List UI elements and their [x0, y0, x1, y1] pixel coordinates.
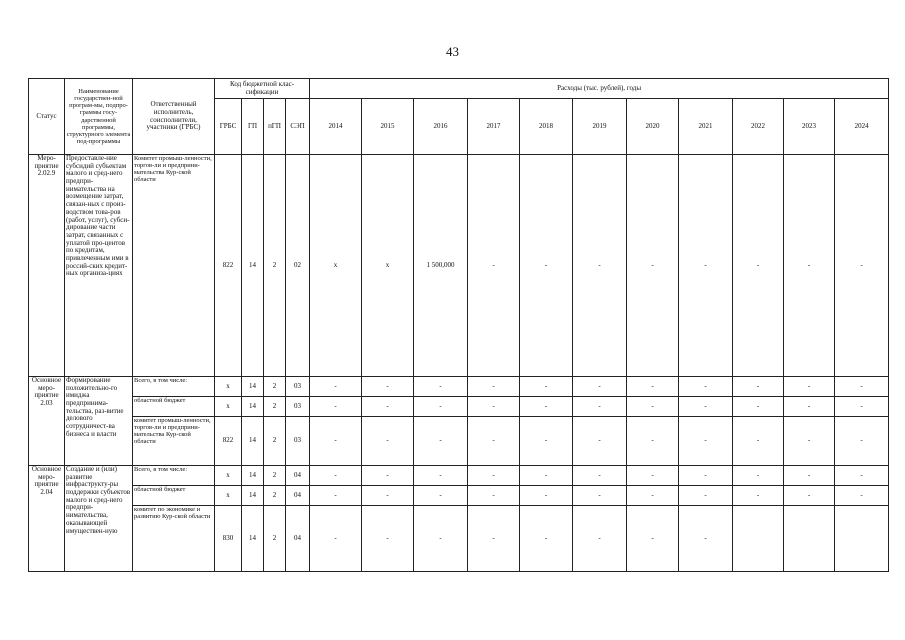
- expense-cell: -: [310, 486, 362, 506]
- code-cell: x: [215, 466, 242, 486]
- table-row: [29, 155, 889, 377]
- table-row: [29, 506, 889, 572]
- expense-cell: -: [573, 397, 627, 417]
- code-cell: 04: [286, 486, 310, 506]
- expense-cell: -: [679, 417, 733, 466]
- code-cell: 14: [242, 377, 264, 397]
- header-year: 2024: [835, 99, 889, 155]
- expense-cell: -: [414, 486, 468, 506]
- expense-cell: -: [362, 397, 414, 417]
- expense-cell: -: [679, 155, 733, 377]
- header-code-grbs: ГРБС: [215, 99, 242, 155]
- expense-cell: -: [362, 506, 414, 572]
- expense-cell: -: [627, 486, 679, 506]
- expense-cell: -: [414, 417, 468, 466]
- expense-cell: -: [733, 377, 784, 397]
- expense-cell: -: [835, 466, 889, 486]
- header-code-pgp: пГП: [264, 99, 286, 155]
- expense-cell: -: [362, 417, 414, 466]
- expense-cell: -: [520, 397, 573, 417]
- expense-cell: -: [573, 486, 627, 506]
- expense-cell: -: [784, 417, 835, 466]
- expense-cell: -: [310, 417, 362, 466]
- expense-cell: -: [733, 466, 784, 486]
- expense-cell: [733, 506, 784, 572]
- expense-cell: -: [627, 397, 679, 417]
- header-year: 2019: [573, 99, 627, 155]
- expense-cell: -: [310, 506, 362, 572]
- expense-cell: -: [468, 397, 520, 417]
- expense-cell: -: [573, 506, 627, 572]
- expense-cell: -: [835, 155, 889, 377]
- expense-cell: -: [520, 155, 573, 377]
- header-status: Статус: [29, 79, 65, 155]
- header-year: 2014: [310, 99, 362, 155]
- expense-cell: -: [310, 466, 362, 486]
- row-executor: областной бюджет: [133, 397, 215, 417]
- code-cell: x: [215, 377, 242, 397]
- row-executor: Всего, в том числе:: [133, 466, 215, 486]
- code-cell: 14: [242, 466, 264, 486]
- expense-cell: -: [414, 506, 468, 572]
- code-cell: 03: [286, 417, 310, 466]
- row-status: Основное меро-приятие 2.03: [29, 377, 65, 466]
- code-cell: 14: [242, 397, 264, 417]
- expense-cell: -: [520, 506, 573, 572]
- expense-cell: -: [520, 377, 573, 397]
- expense-cell: -: [310, 377, 362, 397]
- budget-table: [28, 78, 889, 572]
- expense-cell: [835, 506, 889, 572]
- code-cell: 14: [242, 506, 264, 572]
- expense-cell: 1 500,000: [414, 155, 468, 377]
- row-executor: областной бюджет: [133, 486, 215, 506]
- header-code-sep: СЭП: [286, 99, 310, 155]
- header-budget-code: Код бюджетной клас-сификации: [215, 79, 310, 99]
- row-executor: Комитет промыш-ленности, торгов-ли и предприни-мательства Кур-ской области: [133, 155, 215, 377]
- code-cell: 822: [215, 417, 242, 466]
- expense-cell: -: [573, 417, 627, 466]
- expense-cell: -: [573, 466, 627, 486]
- expense-cell: -: [520, 466, 573, 486]
- header-year: 2017: [468, 99, 520, 155]
- expense-cell: -: [468, 417, 520, 466]
- expense-cell: -: [362, 466, 414, 486]
- expense-cell: -: [784, 397, 835, 417]
- expense-cell: -: [733, 486, 784, 506]
- code-cell: 822: [215, 155, 242, 377]
- code-cell: 2: [264, 417, 286, 466]
- row-name: Формирование положительно-го имиджа предпринима-тельства, раз-витие делового сотрудничест-ва бизнеса и власти: [65, 377, 133, 466]
- code-cell: 03: [286, 397, 310, 417]
- code-cell: 14: [242, 486, 264, 506]
- header-name: Наименование государствен-ной програм-мы, подпро-граммы госу-дарственной программы, структурного элемента под-программы: [65, 79, 133, 155]
- expense-cell: -: [414, 397, 468, 417]
- code-cell: 2: [264, 155, 286, 377]
- expense-cell: -: [468, 506, 520, 572]
- code-cell: 02: [286, 155, 310, 377]
- expense-cell: -: [573, 377, 627, 397]
- header-year: 2020: [627, 99, 679, 155]
- code-cell: 04: [286, 506, 310, 572]
- expense-cell: -: [520, 486, 573, 506]
- code-cell: 14: [242, 155, 264, 377]
- code-cell: 03: [286, 377, 310, 397]
- expense-cell: -: [627, 417, 679, 466]
- expense-cell: -: [679, 397, 733, 417]
- header-code-gp: ГП: [242, 99, 264, 155]
- expense-cell: -: [679, 377, 733, 397]
- header-expenses: Расходы (тыс. рублей), годы: [310, 79, 889, 99]
- expense-cell: -: [733, 397, 784, 417]
- expense-cell: [784, 506, 835, 572]
- expense-cell: -: [733, 417, 784, 466]
- expense-cell: -: [468, 155, 520, 377]
- expense-cell: -: [627, 377, 679, 397]
- table-row: [29, 466, 889, 486]
- expense-cell: -: [627, 466, 679, 486]
- code-cell: 2: [264, 506, 286, 572]
- header-year: 2022: [733, 99, 784, 155]
- code-cell: 2: [264, 486, 286, 506]
- code-cell: x: [215, 486, 242, 506]
- expense-cell: -: [784, 155, 835, 377]
- table-header: [29, 79, 889, 155]
- code-cell: 830: [215, 506, 242, 572]
- row-status: Основное меро-приятие 2.04: [29, 466, 65, 572]
- header-year: 2015: [362, 99, 414, 155]
- expense-cell: -: [573, 155, 627, 377]
- table-row: [29, 377, 889, 397]
- expense-cell: -: [784, 486, 835, 506]
- expense-cell: x: [310, 155, 362, 377]
- expense-cell: -: [679, 486, 733, 506]
- table-row: [29, 486, 889, 506]
- expense-cell: -: [679, 466, 733, 486]
- expense-cell: -: [835, 397, 889, 417]
- header-year: 2016: [414, 99, 468, 155]
- expense-cell: -: [627, 155, 679, 377]
- code-cell: x: [215, 397, 242, 417]
- header-year: 2018: [520, 99, 573, 155]
- page-number: 43: [446, 44, 459, 59]
- expense-cell: -: [414, 377, 468, 397]
- expense-cell: -: [784, 466, 835, 486]
- expense-cell: -: [362, 377, 414, 397]
- expense-cell: -: [468, 466, 520, 486]
- expense-cell: x: [362, 155, 414, 377]
- expense-cell: -: [414, 466, 468, 486]
- code-cell: 14: [242, 417, 264, 466]
- code-cell: 2: [264, 466, 286, 486]
- table-row: [29, 397, 889, 417]
- expense-cell: -: [520, 417, 573, 466]
- row-name: Предоставле-ние субсидий субъектам малого и сред-него предпри-нимательства на возмещение затрат, связан-ных с произ-водством това-ров (работ, услуг), субси-дирование части затрат, связанных с уплатой про-центов по кредитам, привлеченным ими в россий-ских кредит-ных организа-циях: [65, 155, 133, 377]
- table-row: [29, 417, 889, 466]
- code-cell: 04: [286, 466, 310, 486]
- code-cell: 2: [264, 397, 286, 417]
- code-cell: 2: [264, 377, 286, 397]
- expense-cell: -: [627, 506, 679, 572]
- header-year: 2021: [679, 99, 733, 155]
- row-name: Создание и (или) развитие инфраструкту-ры поддержки субъектов малого и сред-него предпри-нимательства, оказывающей имуществен-ную: [65, 466, 133, 572]
- row-executor: комитет по экономике и развитию Кур-ской области: [133, 506, 215, 572]
- expense-cell: -: [362, 486, 414, 506]
- expense-cell: -: [733, 155, 784, 377]
- row-executor: Всего, в том числе:: [133, 377, 215, 397]
- expense-cell: -: [835, 417, 889, 466]
- expense-cell: -: [784, 377, 835, 397]
- expense-cell: -: [468, 486, 520, 506]
- expense-cell: -: [835, 486, 889, 506]
- header-executor: Ответственный исполнитель, соисполнители, участники (ГРБС): [133, 79, 215, 155]
- expense-cell: -: [679, 506, 733, 572]
- row-status: Меро-приятие 2.02.9: [29, 155, 65, 377]
- table-body: [29, 155, 889, 572]
- expense-cell: -: [310, 397, 362, 417]
- row-executor: комитет промыш-ленности, торгов-ли и предприни-мательства Кур-ской области: [133, 417, 215, 466]
- expense-cell: -: [468, 377, 520, 397]
- header-year: 2023: [784, 99, 835, 155]
- expense-cell: -: [835, 377, 889, 397]
